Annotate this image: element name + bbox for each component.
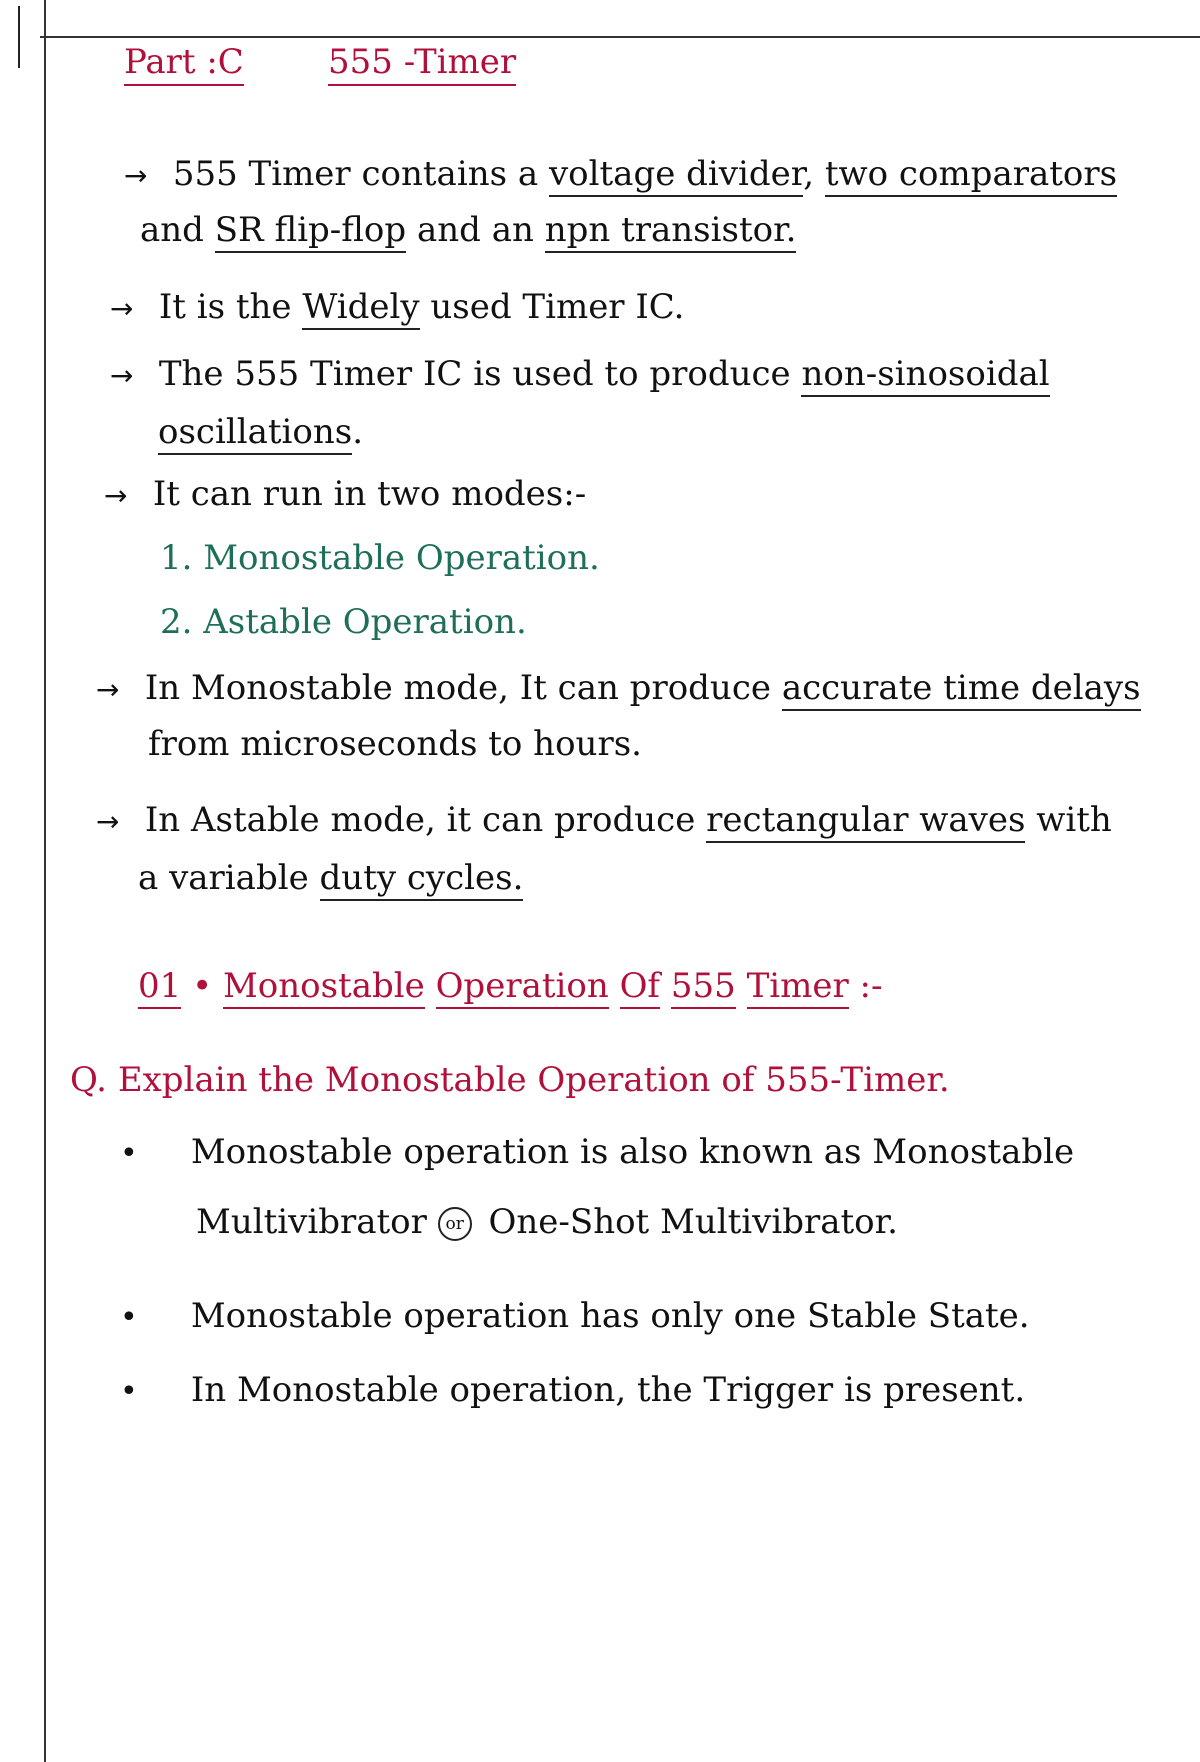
top-rule	[40, 36, 1200, 38]
text: .	[352, 412, 364, 452]
underlined-term: Monostable	[223, 966, 425, 1009]
text: It can run in two modes:-	[152, 474, 587, 514]
text: Monostable operation is also known as Monostable	[190, 1132, 1075, 1172]
question-text: Explain the Monostable Operation of 555-Timer.	[117, 1060, 950, 1100]
arrow-icon: →	[110, 292, 134, 325]
underlined-term: Operation	[436, 966, 609, 1009]
underlined-term: two comparators	[825, 154, 1117, 197]
text: and	[140, 210, 204, 250]
underlined-term: rectangular waves	[706, 800, 1025, 843]
underlined-term: non-sinosoidal	[801, 354, 1049, 397]
text: :-	[859, 966, 883, 1006]
part-label: Part :C	[124, 42, 244, 86]
text: used Timer IC.	[430, 287, 685, 327]
arrow-icon: →	[124, 159, 148, 192]
text: with	[1036, 800, 1112, 840]
question	[70, 1058, 950, 1102]
text: ,	[803, 154, 815, 194]
text: a variable	[138, 858, 309, 898]
arrow-icon: →	[96, 673, 120, 706]
text: The 555 Timer IC is used to produce	[158, 354, 791, 394]
page-title: 555 -Timer	[328, 42, 516, 86]
intro-line-9	[96, 798, 1112, 844]
point-1	[120, 1130, 1074, 1176]
bullet-icon: •	[120, 1136, 138, 1171]
underlined-term: accurate time delays	[782, 668, 1141, 711]
intro-line-3	[110, 285, 684, 331]
underlined-term: 555	[671, 966, 736, 1009]
text: It is the	[158, 287, 292, 327]
page-header	[124, 42, 517, 82]
underlined-term: duty cycles.	[320, 858, 524, 901]
intro-line-10	[138, 856, 523, 900]
or-circle: or	[438, 1207, 472, 1241]
section-number: 01	[138, 966, 181, 1009]
point-2	[120, 1294, 1030, 1340]
text: 555 Timer contains a	[172, 154, 539, 194]
intro-line-1	[124, 152, 1117, 198]
text: In Monostable mode, It can produce	[144, 668, 771, 708]
intro-line-8: from microseconds to hours.	[148, 724, 642, 764]
text: Monostable operation has only one Stable State.	[190, 1296, 1030, 1336]
bullet-icon: •	[120, 1300, 138, 1335]
underlined-term: oscillations	[158, 412, 352, 455]
intro-line-7	[96, 666, 1141, 712]
intro-line-5	[158, 410, 363, 454]
text: Multivibrator	[196, 1202, 427, 1242]
arrow-icon: →	[110, 359, 134, 392]
arrow-icon: →	[104, 479, 128, 512]
text: One-Shot Multivibrator.	[488, 1202, 898, 1242]
margin-mark	[18, 6, 20, 68]
arrow-icon: →	[96, 805, 120, 838]
section-heading	[138, 964, 883, 1008]
underlined-term: voltage divider	[549, 154, 803, 197]
underlined-term: Of	[620, 966, 660, 1009]
mode-item-2: 2. Astable Operation.	[160, 602, 527, 642]
underlined-term: npn transistor.	[545, 210, 797, 253]
text: and an	[416, 210, 534, 250]
intro-line-6	[104, 472, 586, 518]
underlined-term: SR flip-flop	[215, 210, 406, 253]
intro-line-2	[140, 208, 796, 252]
question-label: Q.	[70, 1060, 107, 1100]
underlined-term: Widely	[302, 287, 419, 330]
underlined-term: Timer	[747, 966, 849, 1009]
text: •	[192, 966, 213, 1006]
point-3	[120, 1368, 1025, 1414]
bullet-icon: •	[120, 1374, 138, 1409]
text: In Monostable operation, the Trigger is present.	[190, 1370, 1026, 1410]
mode-item-1: 1. Monostable Operation.	[160, 538, 600, 578]
text: In Astable mode, it can produce	[144, 800, 696, 840]
point-1-cont	[196, 1200, 898, 1244]
intro-line-4	[110, 352, 1050, 398]
margin-rule	[44, 0, 46, 1762]
